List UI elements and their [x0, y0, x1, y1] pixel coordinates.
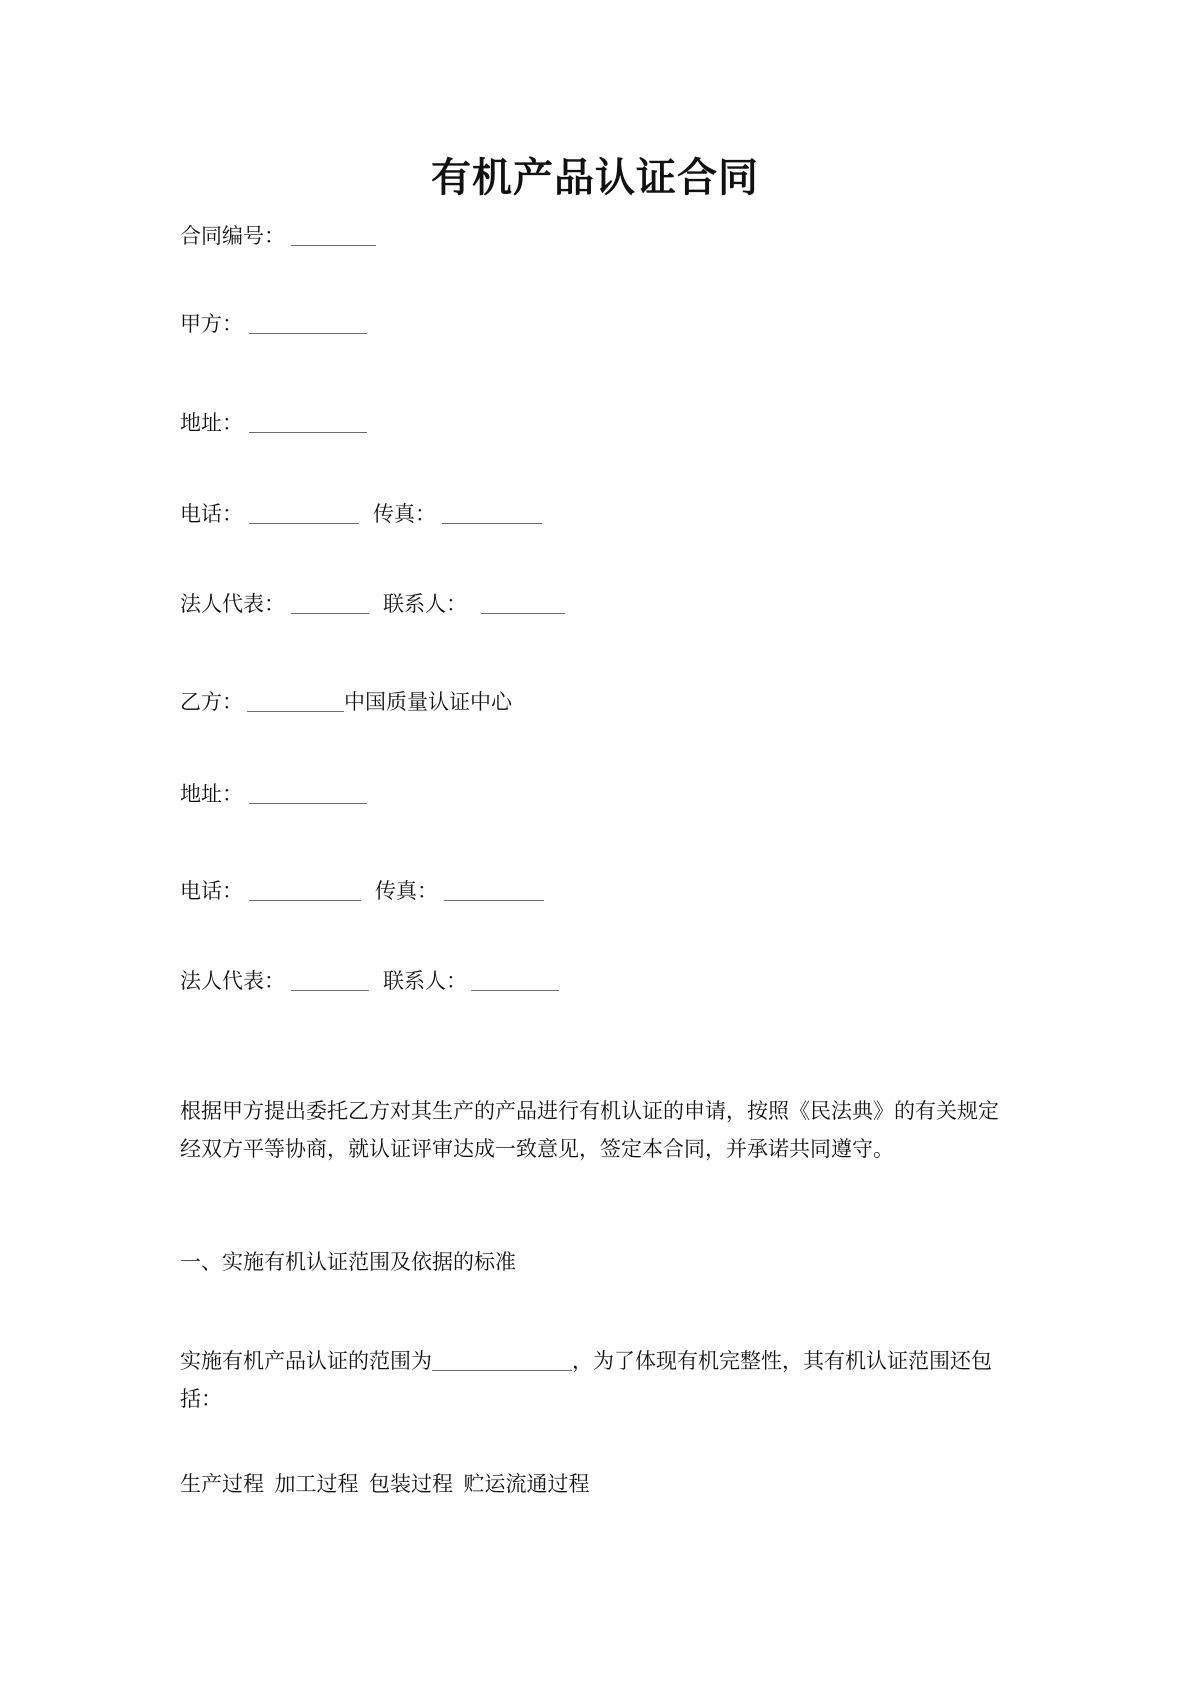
field-line-address-b: [180, 779, 367, 808]
fax-a-blank: [442, 502, 542, 524]
contact-a-blank: [481, 592, 565, 614]
address-a-label: 地址：: [180, 411, 243, 435]
section1-heading: 一、实施有机认证范围及依据的标准: [180, 1250, 516, 1274]
party-a-label: 甲方：: [180, 312, 243, 336]
field-line-address-a: [180, 408, 367, 437]
party-b-label: 乙方：: [180, 690, 243, 714]
legal-rep-a-blank: [291, 592, 369, 614]
contact-a-label: 联系人：: [383, 592, 467, 616]
document-title: 有机产品认证合同: [431, 155, 759, 200]
contact-b-blank: [471, 969, 559, 991]
scope-prefix-text: 实施有机产品认证的范围为: [180, 1349, 432, 1373]
intro-paragraph: 根据甲方提出委托乙方对其生产的产品进行有机认证的申请，按照《民法典》的有关规定经双方平等协商，就认证评审达成一致意见，签定本合同，并承诺共同遵守。: [180, 1099, 999, 1161]
legal-rep-a-label: 法人代表：: [180, 592, 285, 616]
fax-a-label: 传真：: [373, 502, 436, 526]
fax-b-label: 传真：: [375, 879, 438, 903]
party-b-name: 中国质量认证中心: [344, 690, 512, 714]
scope-paragraph: [180, 1342, 1012, 1418]
address-b-blank: [249, 782, 367, 804]
field-line-contract-number: [180, 221, 376, 250]
party-a-blank: [249, 312, 367, 334]
contact-b-label: 联系人：: [383, 969, 467, 993]
address-b-label: 地址：: [180, 782, 243, 806]
address-a-blank: [249, 411, 367, 433]
field-line-rep-contact-b: [180, 966, 559, 995]
contract-number-label: 合同编号：: [180, 224, 285, 248]
scope-suffix-text: ，为了体现有机完整性，其有机认证范围还包括：: [180, 1349, 992, 1411]
field-line-phone-fax-a: [180, 499, 542, 528]
phone-a-label: 电话：: [180, 502, 243, 526]
legal-rep-b-blank: [291, 969, 369, 991]
contract-number-blank: [291, 224, 376, 246]
legal-rep-b-label: 法人代表：: [180, 969, 285, 993]
field-line-rep-contact-a: [180, 589, 565, 618]
field-line-phone-fax-b: [180, 876, 544, 905]
phone-a-blank: [249, 502, 359, 524]
phone-b-label: 电话：: [180, 879, 243, 903]
process-scope-list: 生产过程 加工过程 包装过程 贮运流通过程: [180, 1472, 590, 1496]
phone-b-blank: [249, 879, 361, 901]
field-line-party-b: [180, 687, 512, 716]
party-b-blank: [247, 690, 344, 712]
field-line-party-a: [180, 309, 367, 338]
scope-blank: [432, 1349, 572, 1371]
fax-b-blank: [444, 879, 544, 901]
